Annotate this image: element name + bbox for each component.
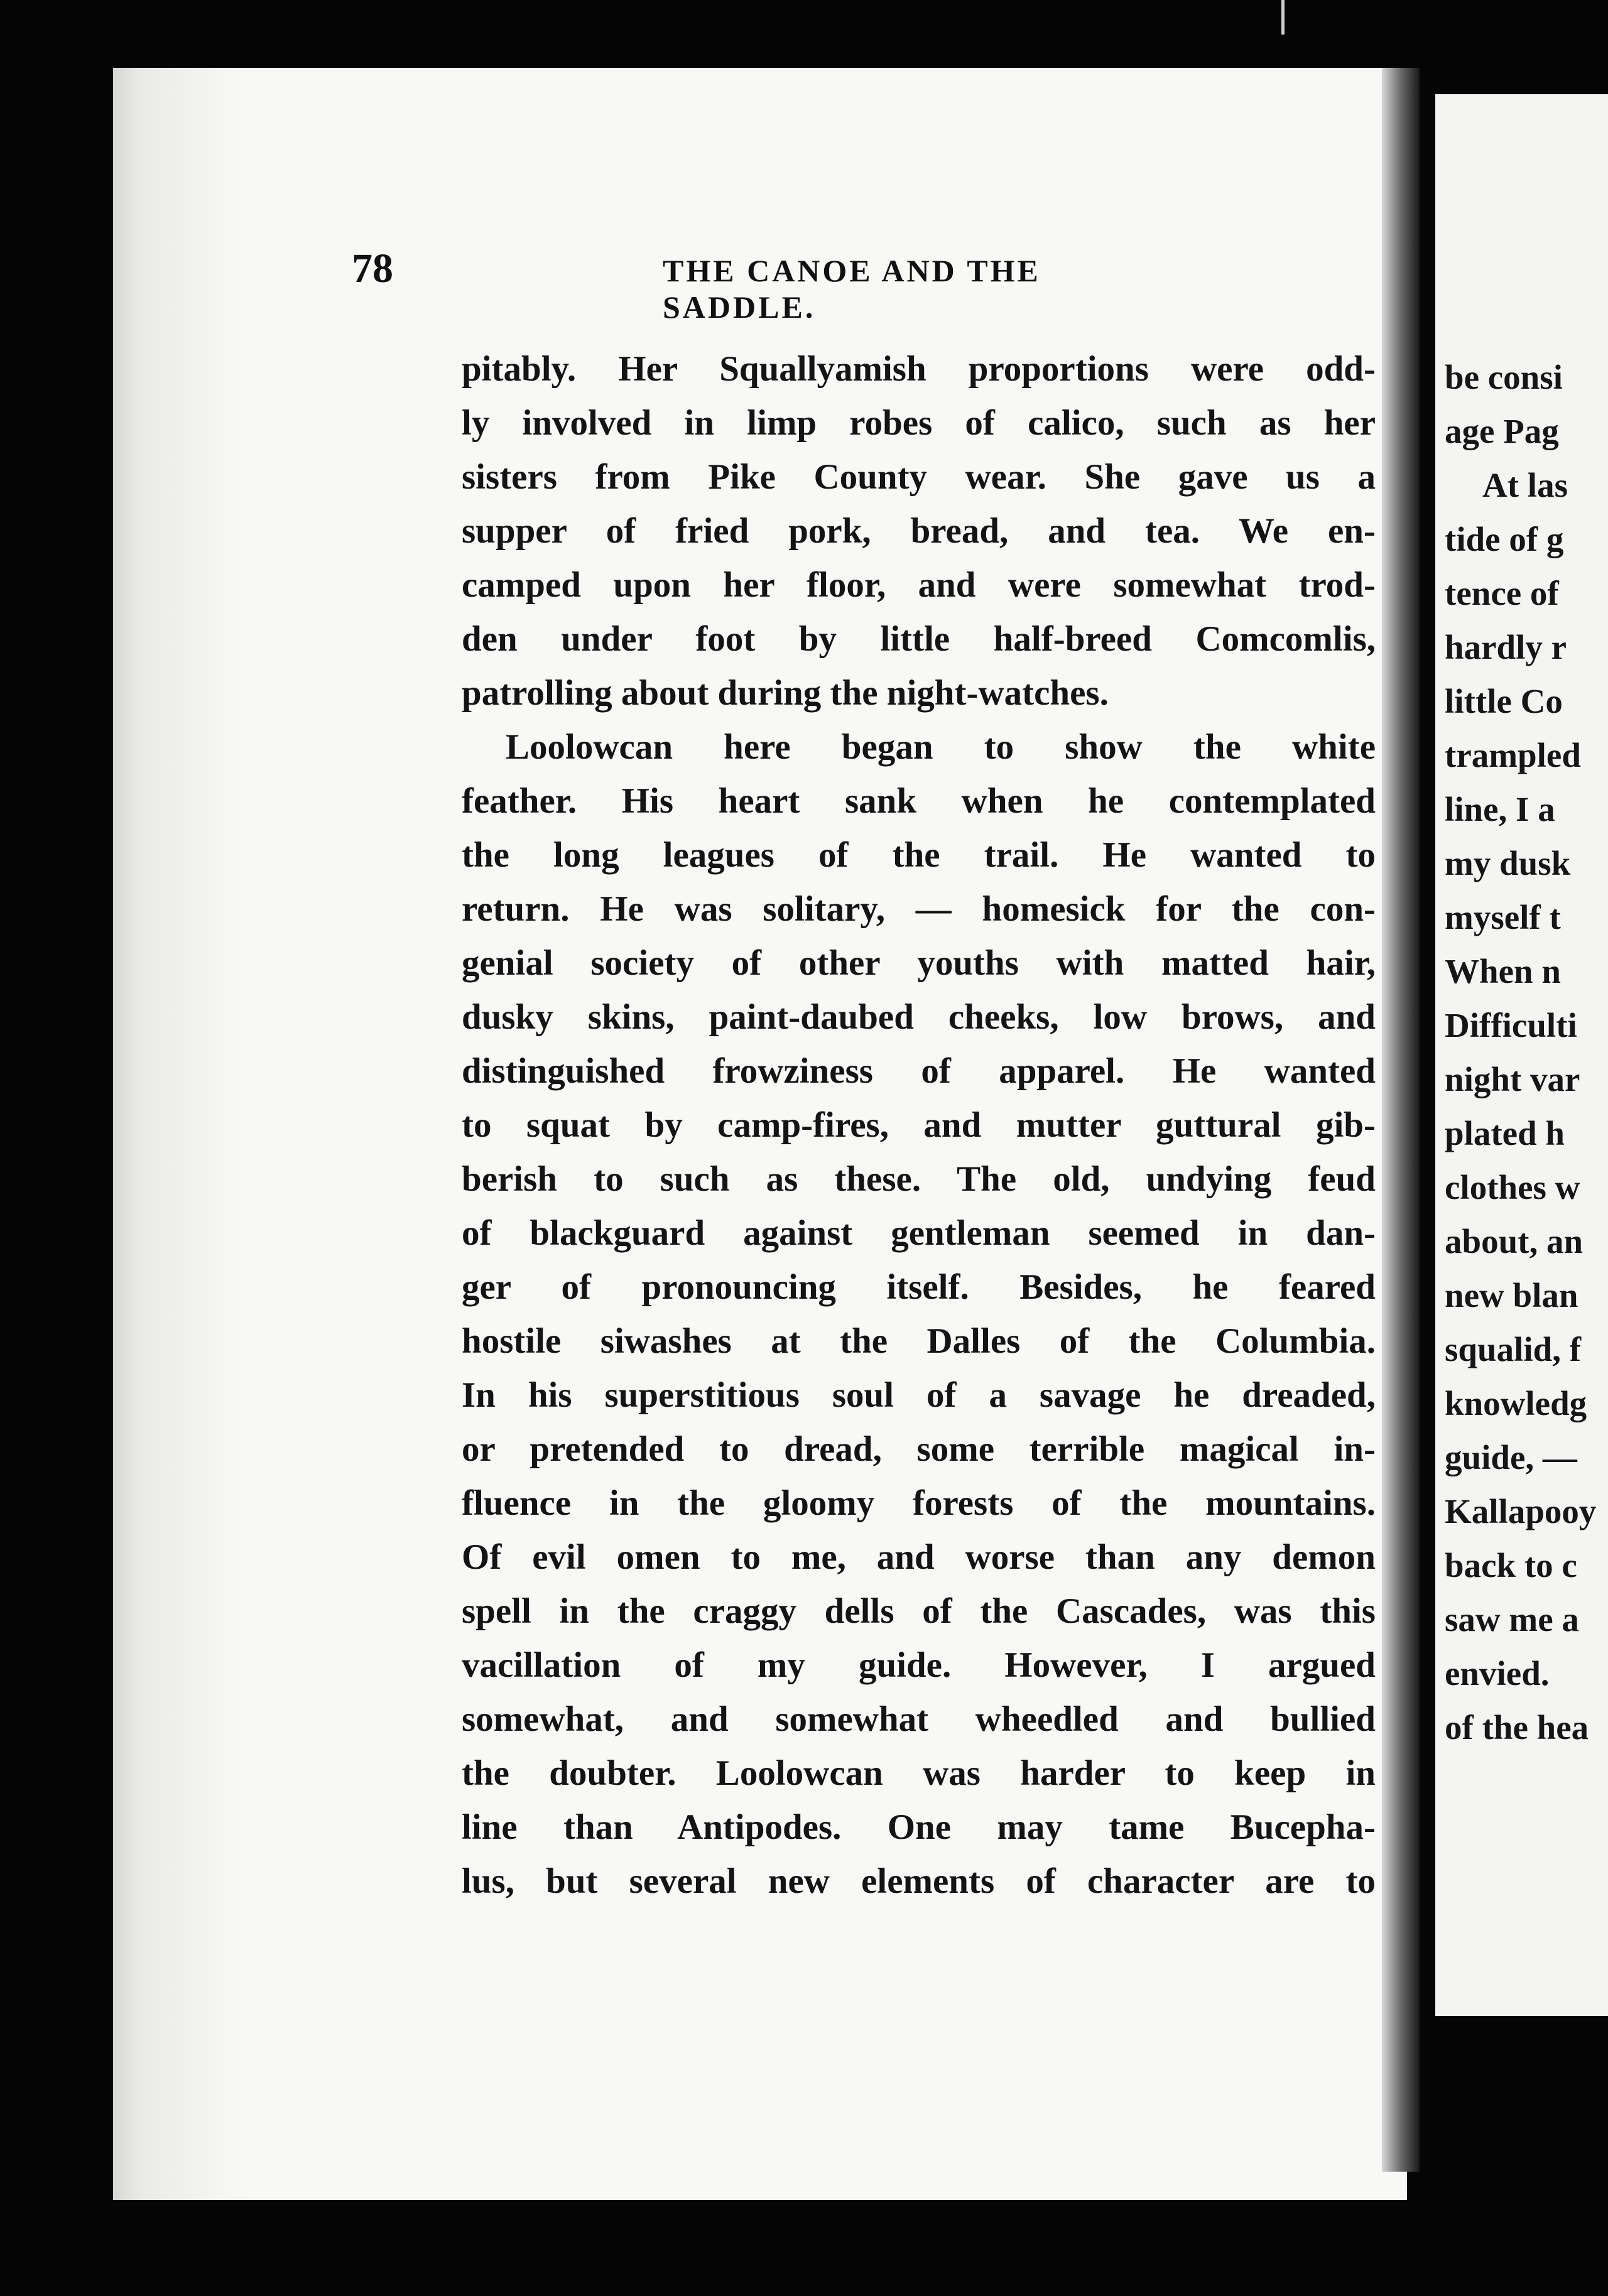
page-edge-shading [113, 68, 245, 2200]
fragment-line: age Pag [1445, 412, 1559, 450]
fragment-line: tence of [1445, 574, 1559, 612]
fragment-line: about, an [1445, 1222, 1584, 1260]
text-line: return. He was solitary, — homesick for the con- [462, 889, 1376, 929]
page-header [352, 245, 1200, 325]
text-line: lus, but several new elements of character are to [462, 1861, 1376, 1901]
fragment-line: Kallapooy [1445, 1492, 1597, 1530]
fragment-line: trampled [1445, 736, 1581, 774]
text-line: of blackguard against gentleman seemed in dan- [462, 1213, 1376, 1253]
right-page-text [1445, 350, 1608, 1755]
fragment-line: squalid, f [1445, 1330, 1582, 1368]
text-line: Of evil omen to me, and worse than any demon [462, 1537, 1376, 1577]
running-title: THE CANOE AND THE SADDLE. [663, 253, 1041, 325]
fragment-line: new blan [1445, 1276, 1578, 1314]
text-line: to squat by camp-fires, and mutter guttural gib- [462, 1105, 1376, 1145]
book-gutter [1382, 68, 1420, 2172]
fragment-line: night var [1445, 1060, 1580, 1098]
text-line: Loolowcan here began to show the white [506, 727, 1376, 767]
fragment-line: of the hea [1445, 1708, 1589, 1746]
text-line: In his superstitious soul of a savage he dreaded, [462, 1375, 1376, 1415]
fragment-line: plated h [1445, 1114, 1565, 1152]
text-line: or pretended to dread, some terrible magical in- [462, 1429, 1376, 1469]
fragment-line: tide of g [1445, 520, 1564, 558]
text-line: the doubter. Loolowcan was harder to keep in [462, 1753, 1376, 1793]
text-line: sisters from Pike County wear. She gave us a [462, 457, 1376, 497]
fragment-line: line, I a [1445, 790, 1555, 828]
text-line: dusky skins, paint-daubed cheeks, low brows, and [462, 997, 1376, 1037]
fragment-line: knowledg [1445, 1384, 1587, 1422]
fragment-line: At las [1482, 466, 1568, 504]
page-number: 78 [352, 246, 393, 291]
text-line: ger of pronouncing itself. Besides, he feared [462, 1267, 1376, 1307]
fragment-line: Difficulti [1445, 1006, 1577, 1044]
text-line: fluence in the gloomy forests of the mountains. [462, 1483, 1376, 1523]
fragment-line: my dusk [1445, 844, 1571, 882]
text-line: genial society of other youths with matted hair, [462, 943, 1376, 983]
fragment-line: guide, — [1445, 1438, 1577, 1476]
fragment-line: be consi [1445, 358, 1563, 396]
body-text [462, 342, 1376, 1909]
text-line: camped upon her floor, and were somewhat trod- [462, 565, 1376, 605]
text-line: vacillation of my guide. However, I argued [462, 1645, 1376, 1685]
text-line: pitably. Her Squallyamish proportions were odd- [462, 349, 1376, 389]
text-line: patrolling about during the night-watches. [462, 673, 1109, 713]
fragment-line: When n [1445, 952, 1561, 990]
text-line: the long leagues of the trail. He wanted to [462, 835, 1376, 875]
fragment-line: little Co [1445, 682, 1563, 720]
fragment-line: back to c [1445, 1546, 1577, 1584]
fragment-line: clothes w [1445, 1168, 1580, 1206]
text-line: feather. His heart sank when he contemplated [462, 781, 1376, 821]
text-line: berish to such as these. The old, undying feud [462, 1159, 1376, 1199]
text-line: den under foot by little half-breed Comcomlis, [462, 619, 1376, 659]
fragment-line: saw me a [1445, 1600, 1579, 1638]
text-line: spell in the craggy dells of the Cascades, was this [462, 1591, 1376, 1631]
scan-mark [1281, 0, 1285, 35]
fragment-line: envied. [1445, 1654, 1550, 1692]
text-line: somewhat, and somewhat wheedled and bullied [462, 1699, 1376, 1739]
fragment-line: myself t [1445, 898, 1561, 936]
text-line: hostile siwashes at the Dalles of the Columbia. [462, 1321, 1376, 1361]
text-line: distinguished frowziness of apparel. He wanted [462, 1051, 1376, 1091]
fragment-line: hardly r [1445, 628, 1567, 666]
text-line: ly involved in limp robes of calico, such as her [462, 403, 1376, 443]
text-line: line than Antipodes. One may tame Bucepha- [462, 1807, 1376, 1847]
text-line: supper of fried pork, bread, and tea. We en- [462, 511, 1376, 551]
